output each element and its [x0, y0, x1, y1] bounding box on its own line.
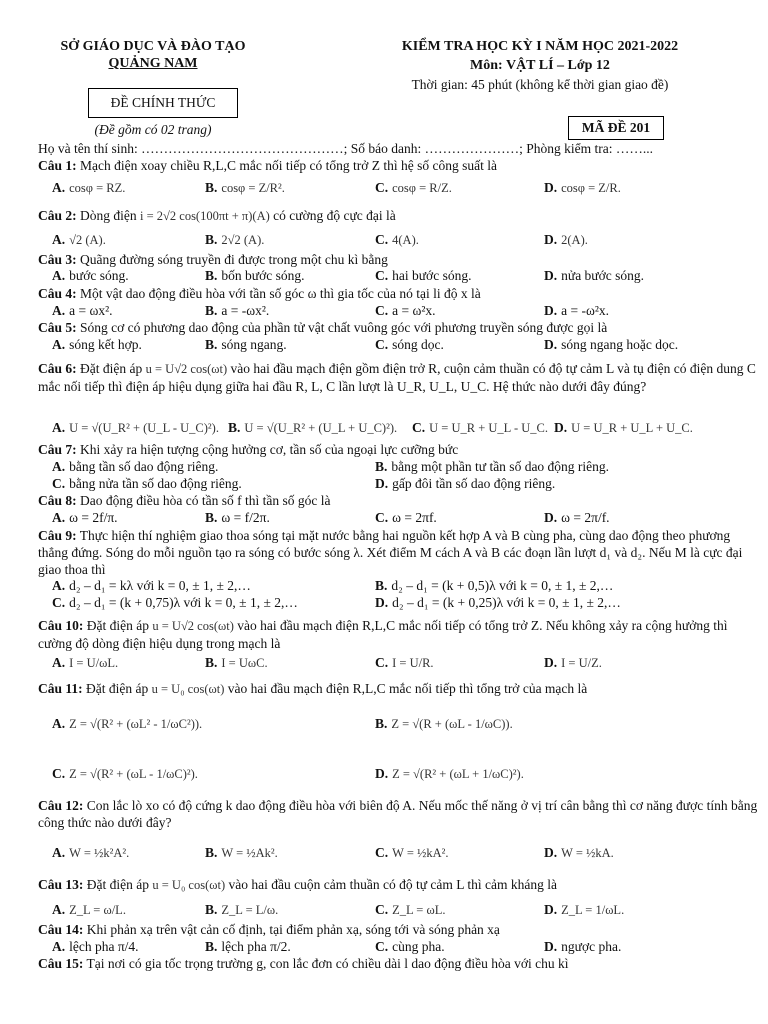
question-15: Câu 15: Tại nơi có gia tốc trọng trường g, con lắc đơn có chiều dài l dao động điều hòa với chu kì [38, 956, 569, 971]
exam-title: KIỂM TRA HỌC KỲ I NĂM HỌC 2021-2022 [401, 39, 679, 54]
option-11b: B. Z = √(R + (ωL - 1/ωC)). [375, 716, 513, 731]
question-2: Câu 2: Dòng điện i = 2√2 cos(100πt + π)(A) có cường độ cực đại là [38, 208, 396, 223]
question-1: Câu 1: Mạch điện xoay chiều R,L,C mắc nối tiếp có tổng trở Z thì hệ số công suất là [38, 158, 497, 173]
option-5b: B. sóng ngang. [205, 337, 287, 352]
pages-note: (Đề gồm có 02 trang) [94, 122, 212, 137]
option-10c: C. I = U/R. [375, 655, 434, 670]
option-8c: C. ω = 2πf. [375, 510, 437, 525]
formula-voltage: u = U₀ cos(ωt) [151, 682, 225, 696]
formula-voltage: u = U√2 cos(ωt) [152, 619, 234, 633]
option-12b: B. W = ½Ak². [205, 845, 278, 860]
option-5a: A. sóng kết hợp. [52, 337, 142, 352]
option-2a: A. √2 (A). [52, 232, 106, 247]
option-11a: A. Z = √(R² + (ωL² - 1/ωC²)). [52, 716, 203, 731]
student-info-line: Họ và tên thí sinh: ………………………………………; Số báo danh: …………………; Phòng kiểm tra: ……... [38, 141, 653, 156]
option-3c: C. hai bước sóng. [375, 268, 472, 283]
option-13b: B. Z_L = L/ω. [205, 902, 279, 917]
option-9c: C. d₂ – d₁ = (k + 0,75)λ với k = 0, ± 1, ± 2,… [52, 595, 298, 610]
option-6b: B. U = √(U_R² + (U_L + U_C)²). [228, 420, 398, 435]
province-name: QUẢNG NAM [108, 56, 198, 71]
option-10a: A. I = U/ωL. [52, 655, 119, 670]
official-exam-label: ĐỀ CHÍNH THỨC [88, 88, 238, 118]
option-10d: D. I = U/Z. [544, 655, 602, 670]
option-14d: D. ngược pha. [544, 939, 622, 954]
department-block [18, 38, 288, 72]
question-10: Câu 10: Đặt điện áp u = U√2 cos(ωt) vào hai đầu mạch điện R,L,C mắc nối tiếp có tổng trở Z. Nếu không xảy ra cộng hưởng thì cường độ dòng điện hiệu dụng trong mạch là [38, 618, 728, 651]
question-8: Câu 8: Dao động điều hòa có tần số f thì tần số góc là [38, 493, 331, 508]
option-7d: D. gấp đôi tần số dao động riêng. [375, 476, 556, 491]
formula-voltage: u = U₀ cos(ωt) [152, 878, 226, 892]
option-4c: C. a = ω²x. [375, 303, 436, 318]
option-13c: C. Z_L = ωL. [375, 902, 446, 917]
option-8a: A. ω = 2f/π. [52, 510, 118, 525]
option-1b: B. cosφ = Z/R². [205, 180, 285, 195]
option-2b: B. 2√2 (A). [205, 232, 265, 247]
option-12c: C. W = ½kA². [375, 845, 449, 860]
option-13d: D. Z_L = 1/ωL. [544, 902, 625, 917]
option-4b: B. a = -ωx². [205, 303, 270, 318]
option-11c: C. Z = √(R² + (ωL - 1/ωC)²). [52, 766, 198, 781]
option-13a: A. Z_L = ω/L. [52, 902, 126, 917]
question-14: Câu 14: Khi phản xạ trên vật cản cố định, tại điểm phản xạ, sóng tới và sóng phản xạ [38, 922, 500, 937]
option-6c: C. U = U_R + U_L - U_C. [412, 420, 548, 435]
option-4a: A. a = ωx². [52, 303, 113, 318]
option-5c: C. sóng dọc. [375, 337, 444, 352]
option-1a: A. cosφ = RZ. [52, 180, 126, 195]
option-2d: D. 2(A). [544, 232, 588, 247]
option-12a: A. W = ½k²A². [52, 845, 130, 860]
option-14b: B. lệch pha π/2. [205, 939, 291, 954]
question-9: Câu 9: Thực hiện thí nghiệm giao thoa sóng tại mặt nước bằng hai nguồn kết hợp A và B cùng pha, cùng dao động theo phương thẳng đứng. Sóng do mỗi nguồn tạo ra sóng có bước sóng λ. Xét điểm M cách A và B các đoạn lần lượt d₁ và d₂. Nếu M là cực đại giao thoa thì [38, 528, 743, 577]
option-7a: A. bằng tần số dao động riêng. [52, 459, 219, 474]
option-3b: B. bốn bước sóng. [205, 268, 305, 283]
question-13: Câu 13: Đặt điện áp u = U₀ cos(ωt) vào hai đầu cuộn cảm thuần có độ tự cảm L thì cảm kháng là [38, 877, 557, 892]
question-7: Câu 7: Khi xảy ra hiện tượng cộng hưởng cơ, tần số của ngoại lực cưỡng bức [38, 442, 459, 457]
exam-title-block [330, 38, 750, 94]
option-14a: A. lệch pha π/4. [52, 939, 139, 954]
option-6a: A. U = √(U_R² + (U_L - U_C)²). [52, 420, 219, 435]
option-9a: A. d₂ – d₁ = kλ với k = 0, ± 1, ± 2,… [52, 578, 251, 593]
option-8d: D. ω = 2π/f. [544, 510, 610, 525]
question-5: Câu 5: Sóng cơ có phương dao động của phần tử vật chất vuông góc với phương truyền sóng được gọi là [38, 320, 608, 335]
option-6d: D. U = U_R + U_L + U_C. [554, 420, 693, 435]
option-5d: D. sóng ngang hoặc dọc. [544, 337, 679, 352]
option-3d: D. nửa bước sóng. [544, 268, 645, 283]
question-12: Câu 12: Con lắc lò xo có độ cứng k dao động điều hòa với biên độ A. Nếu mốc thế năng ở vị trí cân bằng thì cơ năng được tính bằng công thức nào dưới đây? [38, 798, 758, 830]
exam-duration: Thời gian: 45 phút (không kể thời gian giao đề) [411, 77, 669, 92]
question-11: Câu 11: Đặt điện áp u = U₀ cos(ωt) vào hai đầu mạch điện R,L,C mắc nối tiếp thì tổng trở của mạch là [38, 681, 588, 696]
option-1d: D. cosφ = Z/R. [544, 180, 621, 195]
option-14c: C. cùng pha. [375, 939, 445, 954]
option-2c: C. 4(A). [375, 232, 419, 247]
option-12d: D. W = ½kA. [544, 845, 614, 860]
formula-current: i = 2√2 cos(100πt + π)(A) [140, 209, 270, 223]
exam-code: MÃ ĐỀ 201 [568, 116, 664, 140]
question-3: Câu 3: Quãng đường sóng truyền đi được trong một chu kì bằng [38, 252, 388, 267]
option-9b: B. d₂ – d₁ = (k + 0,5)λ với k = 0, ± 1, ± 2,… [375, 578, 614, 593]
question-6: Câu 6: Đặt điện áp u = U√2 cos(ωt) vào hai đầu mạch điện gồm điện trở R, cuộn cảm thuần có độ tự cảm L và tụ điện có điện dung C mắc nối tiếp thì điện áp hiệu dụng giữa hai đầu R, L, C lần lượt là U_R, U_L, U_C. Hệ thức nào dưới đây đúng? [38, 361, 756, 394]
option-7c: C. bằng nửa tần số dao động riêng. [52, 476, 242, 491]
option-9d: D. d₂ – d₁ = (k + 0,25)λ với k = 0, ± 1, ± 2,… [375, 595, 621, 610]
option-4d: D. a = -ω²x. [544, 303, 610, 318]
option-10b: B. I = UωC. [205, 655, 268, 670]
department-name: SỞ GIÁO DỤC VÀ ĐÀO TẠO [60, 39, 246, 54]
option-8b: B. ω = f/2π. [205, 510, 270, 525]
question-4: Câu 4: Một vật dao động điều hòa với tần số góc ω thì gia tốc của nó tại li độ x là [38, 286, 481, 301]
option-1c: C. cosφ = R/Z. [375, 180, 452, 195]
option-3a: A. bước sóng. [52, 268, 129, 283]
option-11d: D. Z = √(R² + (ωL + 1/ωC)²). [375, 766, 524, 781]
exam-subject: Môn: VẬT LÍ – Lớp 12 [470, 58, 610, 73]
formula-voltage: u = U√2 cos(ωt) [145, 362, 228, 376]
option-7b: B. bằng một phần tư tần số dao động riêng. [375, 459, 610, 474]
